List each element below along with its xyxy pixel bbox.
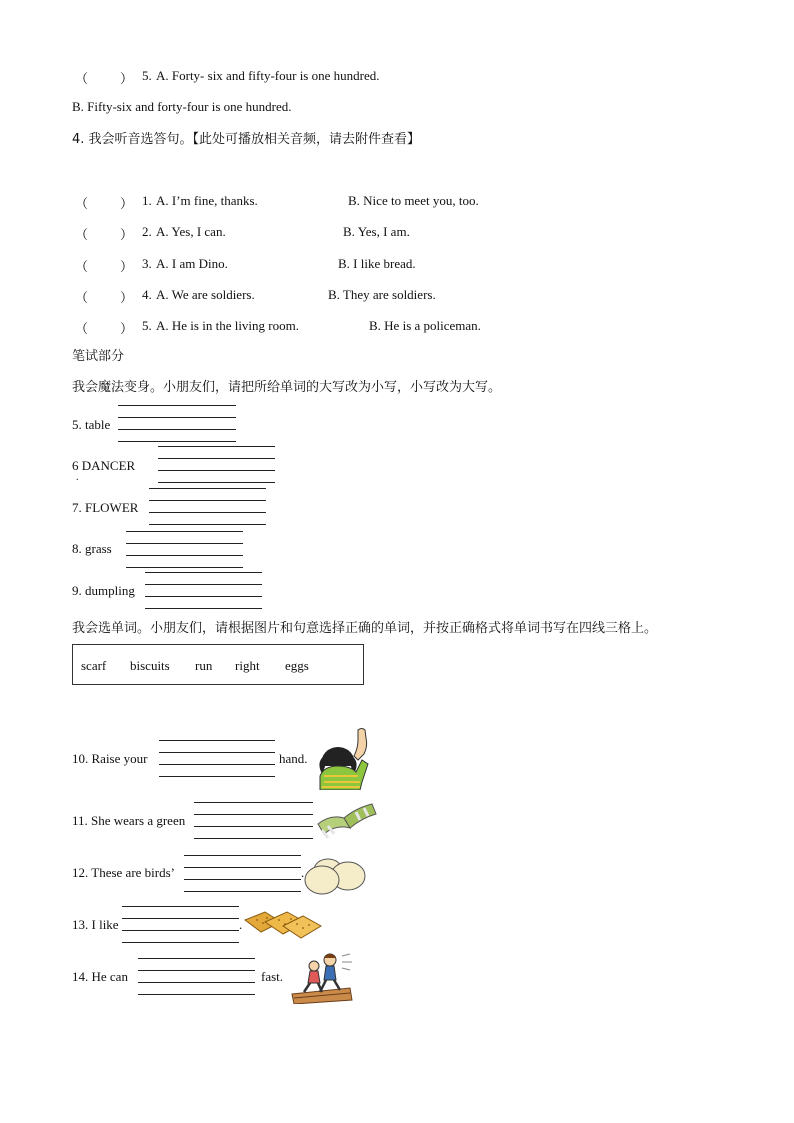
- word-bank-item: eggs: [285, 658, 309, 673]
- sentence-prefix: 10. Raise your: [72, 751, 148, 766]
- sentence-suffix: fast.: [261, 969, 284, 984]
- question-number: 1.: [142, 193, 152, 208]
- word-bank-item: scarf: [81, 658, 107, 673]
- magic-title: 我会魔法变身。小朋友们，请把所给单词的大写改为小写，小写改为大写。: [72, 380, 502, 395]
- section-4-title: 4. 我会听音选答句。【此处可播放相关音频，请去附件查看】: [72, 132, 421, 147]
- magic-item-label: 8. grass: [72, 541, 112, 556]
- option-a: A. Forty- six and fifty-four is one hundred.: [156, 68, 380, 83]
- option-a: A. I am Dino.: [156, 256, 228, 271]
- answer-paren-close: ）: [120, 259, 134, 274]
- choose-title: 我会选单词。小朋友们，请根据图片和句意选择正确的单词，并按正确格式将单词书写在四线三格上。: [72, 621, 658, 636]
- word-bank-item: run: [195, 658, 213, 673]
- magic-item-label: 9. dumpling: [72, 583, 135, 598]
- word-bank-item: right: [235, 658, 260, 673]
- answer-paren-close: ）: [120, 290, 134, 305]
- option-a: A. I’m fine, thanks.: [156, 193, 258, 208]
- question-number: 5.: [142, 68, 152, 83]
- question-number: 3.: [142, 256, 152, 271]
- stray-mark: .: [76, 472, 79, 483]
- girl-raising-hand-icon: [314, 726, 376, 790]
- children-running-icon: [290, 950, 354, 1004]
- option-a: A. Yes, I can.: [156, 224, 226, 239]
- answer-paren-open: （: [75, 321, 89, 336]
- answer-paren-close: ）: [120, 71, 134, 86]
- sentence-suffix: .: [301, 865, 305, 880]
- sentence-suffix: .: [239, 917, 243, 932]
- question-number: 2.: [142, 224, 152, 239]
- option-b: B. Fifty-six and forty-four is one hundred.: [72, 99, 292, 114]
- magic-item-label: 5. table: [72, 417, 111, 432]
- answer-paren-close: ）: [120, 196, 134, 211]
- word-bank-item: biscuits: [130, 658, 170, 673]
- question-number: 5.: [142, 318, 152, 333]
- option-b: B. They are soldiers.: [328, 287, 436, 302]
- sentence-prefix: 12. These are birds’: [72, 865, 176, 880]
- magic-item-label: 7. FLOWER: [72, 500, 139, 515]
- answer-paren-close: ）: [120, 227, 134, 242]
- word-bank: [72, 644, 364, 685]
- sentence-prefix: 14. He can: [72, 969, 128, 984]
- answer-paren-open: （: [75, 196, 89, 211]
- scarf-icon: [316, 800, 378, 842]
- written-heading: 笔试部分: [72, 349, 125, 364]
- eggs-icon: [304, 852, 368, 896]
- answer-paren-open: （: [75, 259, 89, 274]
- sentence-suffix: hand.: [279, 751, 308, 766]
- option-b: B. He is a policeman.: [369, 318, 481, 333]
- answer-paren-open: （: [75, 227, 89, 242]
- answer-paren-open: （: [75, 71, 89, 86]
- answer-paren-close: ）: [120, 321, 134, 336]
- option-b: B. Yes, I am.: [343, 224, 410, 239]
- answer-paren-open: （: [75, 290, 89, 305]
- biscuits-icon: [243, 906, 323, 942]
- option-b: B. Nice to meet you, too.: [348, 193, 479, 208]
- question-number: 4.: [142, 287, 152, 302]
- sentence-prefix: 11. She wears a green: [72, 813, 186, 828]
- option-a: A. He is in the living room.: [156, 318, 299, 333]
- option-a: A. We are soldiers.: [156, 287, 255, 302]
- magic-item-label: 6 DANCER: [72, 458, 136, 473]
- sentence-prefix: 13. I like: [72, 917, 119, 932]
- option-b: B. I like bread.: [338, 256, 416, 271]
